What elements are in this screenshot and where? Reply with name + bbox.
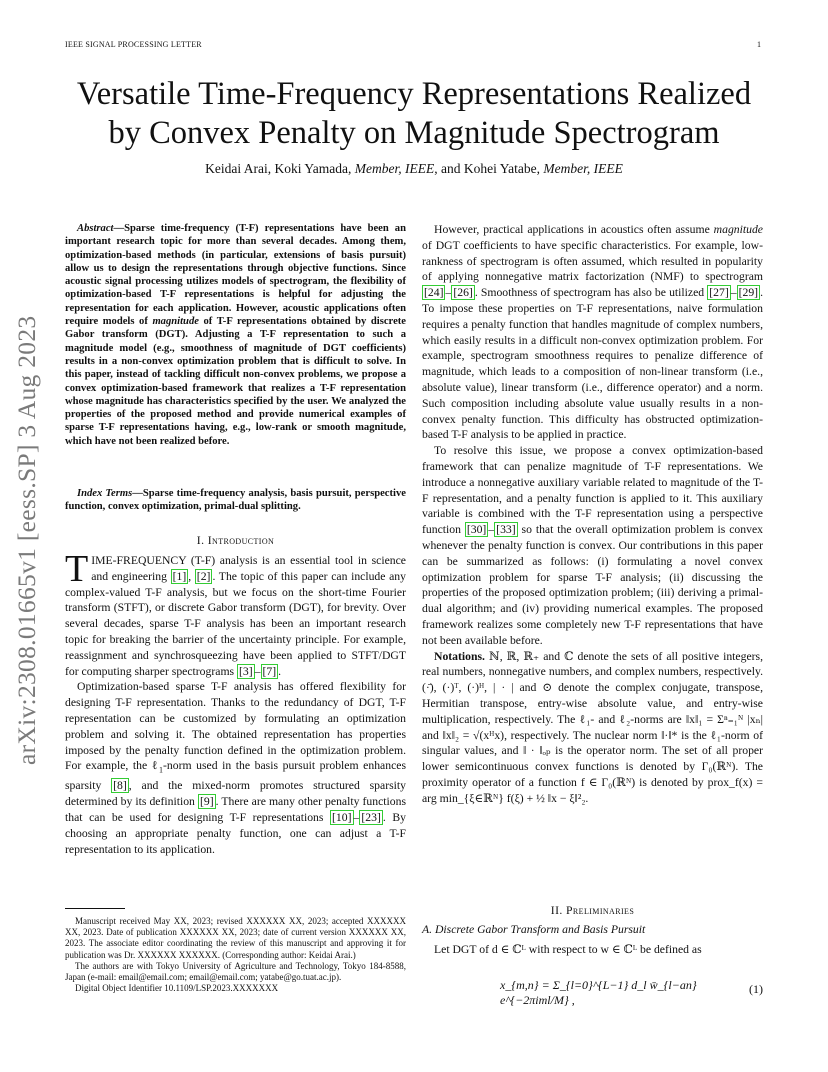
notations-text: ℕ, ℝ, ℝ₊ and ℂ denote the sets of all positive integers, real numbers, nonnegative numbers, and complex numbers, respectively. (·̄), (·)ᵀ, (·)ᴴ, | · | and ⊙ denote the complex conjugate, transpose, Hermitian transpose, entry-wise absolute value, and entry-wise multiplication, respectively. The ℓ₁- and ℓ₂-norms are ‖x‖₁ = Σⁿ₌₁ᴺ |xₙ| and ‖x‖₂ = √(xᴴx), respectively. The nuclear norm ‖·‖* is the ℓ₁-norm of singular values, and ‖ · ‖ₒₚ is the operator norm. The set of all proper lower semicontinuous convex functions is denoted by Γ₀(ℝᴺ). The proximity operator of a function f ∈ Γ₀(ℝᴺ) is denoted by prox_f(x) = arg min_{ξ∈ℝᴺ} f(ξ) + ½ ‖x − ξ‖²₂. bbox=[422, 649, 763, 805]
abstract-emphasis: magnitude bbox=[152, 316, 199, 328]
abstract-text-2: of T-F representations obtained by discrete Gabor transform (DGT). Adjusting a T-F representation to such a magnitude model (e.g., smoothness of magnitude of DGT coefficients) results in a non-convex optimization problem that is difficult to solve. In this paper, instead of tackling difficult non-convex problems, we propose a convex optimization-based framework that realizes a T-F representation whose magnitude has characteristics specified by the user. We analyzed the properties of the proposed method and provide numerical examples of sparse T-F representations having, e.g., low-rank or smooth magnitude, which have not been realized before. bbox=[65, 316, 406, 447]
citation-link[interactable]: [29] bbox=[738, 286, 759, 300]
citation-link[interactable]: [3] bbox=[239, 664, 253, 678]
equation-1 bbox=[422, 968, 763, 1016]
intro-paragraph-1: TIME-FREQUENCY (T-F) analysis is an essential tool in science and engineering [1] , [2] . The topic of this paper can include any complex-valued T-F analysis, but we focus on the short-time Fourier transform (STFT), or discrete Gabor transform (DGT), for brevity. Over several decades, sparse T-F analysis has been an important research topic for breaking the barrier of the uncertainty principle. For example, reassignment and synchrosqueezing have been applied to STFT/DGT for computing sharper spectrograms [3] – [7] . bbox=[65, 548, 406, 678]
footnote-manuscript: Manuscript received May XX, 2023; revised XXXXXX XX, 2023; accepted XXXXXX XX, 2023. Date of publication XXXXXX XX, 2023; date of current version XXXXXX XX, 2023. The associate editor coordinating the review of this manuscript and approving it for publication was Dr. XXXXXX XXXXXX. (Corresponding author: Keidai Arai.) bbox=[65, 916, 406, 960]
title-line-1: Versatile Time-Frequency Representations Realized bbox=[76, 76, 752, 112]
arxiv-id: arXiv:2308.01665v1 [eess.SP] 3 Aug 2023 bbox=[12, 315, 41, 765]
author-membership-2: Member, IEEE bbox=[543, 161, 623, 176]
abstract-label: Abstract bbox=[77, 223, 114, 234]
equation-number: (1) bbox=[749, 982, 763, 996]
running-header: IEEE SIGNAL PROCESSING LETTER bbox=[65, 40, 202, 49]
citation-link[interactable]: [7] bbox=[262, 664, 277, 678]
footnote-doi: Digital Object Identifier 10.1109/LSP.2023.XXXXXXX bbox=[75, 983, 279, 994]
footnote-rule bbox=[65, 908, 125, 909]
citation-link[interactable]: [26] bbox=[453, 286, 473, 300]
citation-link[interactable]: [2] bbox=[196, 569, 211, 583]
citation-link[interactable]: [33] bbox=[496, 523, 516, 537]
introduction-body bbox=[65, 548, 406, 857]
drop-cap: T bbox=[65, 548, 89, 590]
arxiv-watermark bbox=[12, 290, 41, 765]
equation-body: x_{m,n} = Σ_{l=0}^{L−1} d_l w̄_{l−an} e^{−2πiml/M} , bbox=[500, 978, 697, 1007]
citation-link[interactable]: [27] bbox=[709, 286, 729, 300]
section-heading-introduction: I. Introduction bbox=[196, 534, 275, 547]
index-terms bbox=[65, 487, 406, 514]
citation-link[interactable]: [1] bbox=[172, 569, 187, 583]
paper-title bbox=[40, 75, 788, 153]
right-paragraph-1: However, practical applications in acoustics often assume magnitude of DGT coefficients to have specific characteristics. For example, low-rankness of spectrogram is often assumed, which resulted in popularity of applying nonnegative matrix factorization (NMF) to spectrogram [24] – [26] . Smoothness of spectrogram has also be utilized [27] – [29] . To impose these properties on T-F representations, naive formulation requires a penalty function that handles magnitude of complex numbers, which easily results in a difficult non-convex optimization problem. For example, spectrogram smoothness requires to penalize difference of magnitude, which leads to a composition of non-linear transform (i.e., absolute value), linear transform (i.e., difference operator) and a norm. Such composition including absolute value usually results in a non-convex penalty function. This difficulty has obstructed optimization-based T-F analysis to be applied in practice. bbox=[422, 223, 763, 442]
notations-paragraph bbox=[422, 649, 763, 807]
footnote-affiliation: The authors are with Tokyo University of Agriculture and Technology, Tokyo 184-8588, Japan (e-mail: email@email.com; email@email.com; yatabe@go.tuat.ac.jp). bbox=[65, 960, 406, 983]
abstract bbox=[65, 222, 406, 448]
citation-link[interactable]: [23] bbox=[361, 811, 381, 825]
citation-link[interactable]: [10] bbox=[332, 811, 352, 825]
abstract-text-1: —Sparse time-frequency (T-F) representations have been an important research topic for more than several decades. Among them, optimization-based methods (in particular, extensions of basis pursuit) allow us to design the representations through objective functions. Since acoustic signal processing utilizes models of spectrogram, the flexibility of optimization-based T-F representations is helpful for adjusting the representation for each application. However, acoustic applications often require models of bbox=[65, 223, 406, 328]
title-line-2: by Convex Penalty on Magnitude Spectrogram bbox=[108, 115, 720, 151]
citation-link[interactable]: [9] bbox=[199, 795, 214, 809]
citation-link[interactable]: [24] bbox=[424, 286, 444, 300]
author-list bbox=[40, 161, 788, 177]
dgt-definition-text: Let DGT of d ∈ ℂᴸ with respect to w ∈ ℂᴸ be defined as bbox=[434, 943, 702, 956]
citation-link[interactable]: [30] bbox=[466, 523, 487, 537]
citation-link[interactable]: [8] bbox=[113, 779, 127, 793]
right-column-body bbox=[422, 222, 763, 806]
intro-paragraph-2: Optimization-based sparse T-F analysis has offered flexibility for designing T-F representation. Thanks to the redundancy of DGT, T-F representation can be customized by formulating an optimization problem and solving it. The obtained representation has properties imposed by the penalty function defined in the optimization problem. For example, the ℓ$_1$-norm used in the basis pursuit problem enhances sparsity [8] , and the mixed-norm promotes structured sparsity determined by its definition [9] . There are many other penalty functions that can be used for designing T-F representations [10] – [23] . By choosing an appropriate penalty function, one can adjust a T-F representation to its application. bbox=[65, 680, 406, 856]
author-membership-1: Member, IEEE bbox=[354, 161, 435, 176]
author-names-1: Keidai Arai, Koki Yamada, bbox=[205, 161, 355, 176]
index-terms-text: —Sparse time-frequency analysis, basis pursuit, perspective function, convex optimization, primal-dual splitting. bbox=[65, 488, 406, 513]
section-heading-preliminaries: II. Preliminaries bbox=[550, 904, 635, 917]
index-terms-label: Index Terms bbox=[77, 488, 133, 499]
footnote bbox=[65, 916, 406, 994]
subsection-heading-dgt: A. Discrete Gabor Transform and Basis Pursuit bbox=[422, 923, 646, 936]
author-names-2: , and Kohei Yatabe, bbox=[434, 161, 544, 176]
notations-label: Notations. bbox=[434, 649, 485, 663]
page-number: 1 bbox=[757, 40, 761, 49]
right-paragraph-2: To resolve this issue, we propose a convex optimization-based framework that can penalize magnitude of T-F representations. We introduce a nonnegative auxiliary variable related to magnitude of the T-F representation, and a penalty function is applied to it. This auxiliary variable is combined with the T-F representation using a perspective function [30] – [33] so that the overall optimization problem is convex whenever the penalty function is convex. Our contributions in this paper can be summarized as follows: (i) formulating a novel convex optimization problem for sparse T-F analysis; (ii) discussing the properties of the proposed optimization problem; (iii) deriving a primal-dual algorithm; and (iv) providing numerical examples. The proposed framework realizes some completely new T-F representations that have not been available before. bbox=[422, 444, 763, 647]
